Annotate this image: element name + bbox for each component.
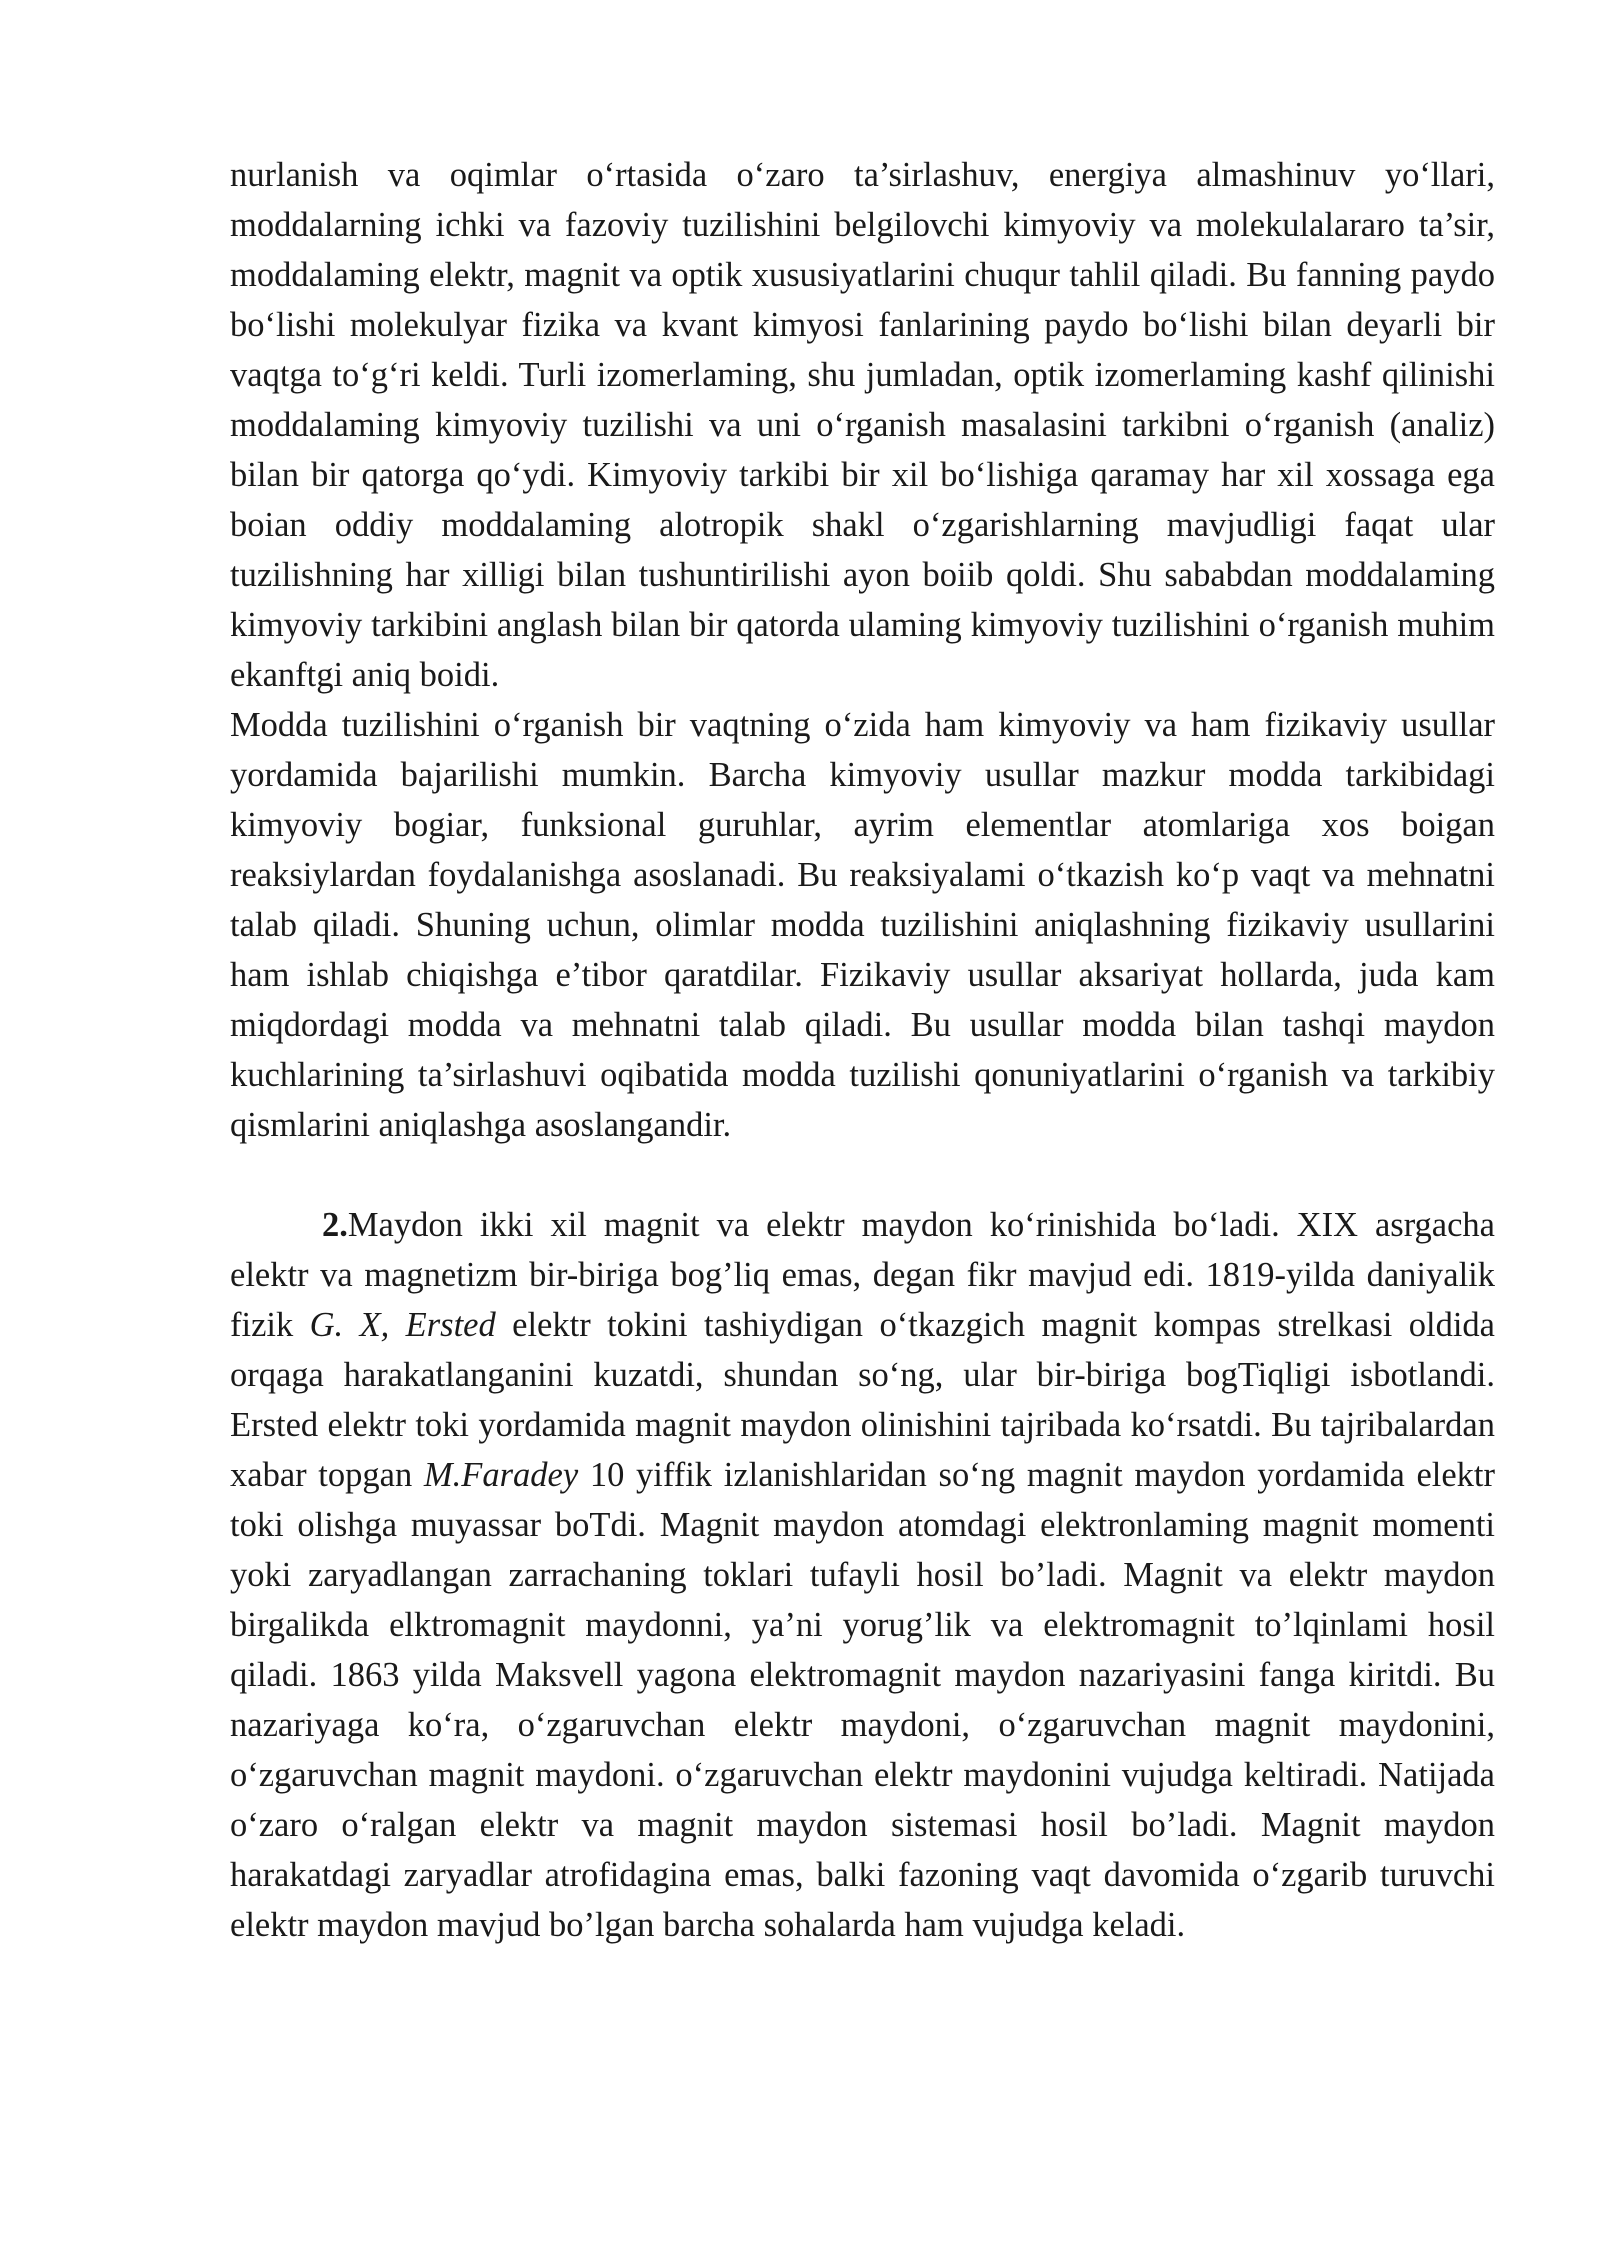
person-name-ersted: G. X, Ersted	[309, 1306, 496, 1344]
document-page	[230, 150, 1495, 1950]
person-name-faradey: M.Faradey	[423, 1456, 579, 1494]
paragraph-2: Modda tuzilishini o‘rganish bir vaqtning o‘zida ham kimyoviy va ham fizikaviy usullar yordamida bajarilishi mumkin. Barcha kimyoviy usullar mazkur modda tarkibidagi kimyoviy bogiar, funksional guruhlar, ayrim elementlar atomlariga xos boigan reaksiylardan foydalanishga asoslanadi. Bu reaksiyalami o‘tkazish ko‘p vaqt va mehnatni talab qiladi. Shuning uchun, olimlar modda tuzilishini aniqlashning fizikaviy usullarini ham ishlab chiqishga e’tibor qaratdilar. Fizikaviy usullar aksariyat hollarda, juda kam miqdordagi modda va mehnatni talab qiladi. Bu usullar modda bilan tashqi maydon kuchlarining ta’sirlashuvi oqibatida modda tuzilishi qonuniyatlarini o‘rganish va tarkibiy qismlarini aniqlashga asoslangandir.	[230, 706, 1495, 1144]
section-number: 2.	[322, 1206, 348, 1244]
section-2-paragraph	[230, 1200, 1495, 1950]
paragraph-1: nurlanish va oqimlar o‘rtasida o‘zaro ta’sirlashuv, energiya almashinuv yo‘llari, moddalarning ichki va fazoviy tuzilishini belgilovchi kimyoviy va molekulalararo ta’sir, moddalaming elektr, magnit va optik xususiyatlarini chuqur tahlil qiladi. Bu fanning paydo bo‘lishi molekulyar fizika va kvant kimyosi fanlarining paydo bo‘lishi bilan deyarli bir vaqtga to‘g‘ri keldi. Turli izomerlaming, shu jumladan, optik izomerlaming kashf qilinishi moddalaming kimyoviy tuzilishi va uni o‘rganish masalasini tarkibni o‘rganish (analiz) bilan bir qatorga qo‘ydi. Kimyoviy tarkibi bir xil bo‘lishiga qaramay har xil xossaga ega boian oddiy moddalaming alotropik shakl o‘zgarishlarning mavjudligi faqat ular tuzilishning har xilligi bilan tushuntirilishi ayon boiib qoldi. Shu sababdan moddalaming kimyoviy tarkibini anglash bilan bir qatorda ulaming kimyoviy tuzilishini o‘rganish muhim ekanftgi aniq boidi.	[230, 156, 1495, 694]
section-2-text-part-2: elektr tokini tashiydigan o‘tkazgich magnit kompas strelkasi oldida orqaga harakatlanganini kuzatdi, shundan so‘ng, ular bir-biriga bogTiqligi isbotlandi. Ersted elektr toki yordamida magnit maydon olinishini tajribada ko‘rsatdi. Bu tajribalardan xabar topgan	[230, 1306, 1495, 1494]
section-2-text-part-1: Maydon ikki xil magnit va elektr maydon ko‘rinishida bo‘ladi. XIX asrgacha elektr va magnetizm bir-biriga bog’liq emas, degan fikr mavjud edi. 1819-yilda daniyalik fizik	[230, 1206, 1495, 1344]
section-2-text-part-3: 10 yiffik izlanishlaridan so‘ng magnit maydon yordamida elektr toki olishga muyassar boTdi. Magnit maydon atomdagi elektronlaming magnit momenti yoki zaryadlangan zarrachaning toklari tufayli hosil bo’ladi. Magnit va elektr maydon birgalikda elktromagnit maydonni, ya’ni yorug’lik va elektromagnit to’lqinlami hosil qiladi. 1863 yilda Maksvell yagona elektromagnit maydon nazariyasini fanga kiritdi. Bu nazariyaga ko‘ra, o‘zgaruvchan elektr maydoni, o‘zgaruvchan magnit maydonini, o‘zgaruvchan magnit maydoni. o‘zgaruvchan elektr maydonini vujudga keltiradi. Natijada o‘zaro o‘ralgan elektr va magnit maydon sistemasi hosil bo’ladi. Magnit maydon harakatdagi zaryadlar atrofidagina emas, balki fazoning vaqt davomida o‘zgarib turuvchi elektr maydon mavjud bo’lgan barcha sohalarda ham vujudga keladi.	[230, 1456, 1495, 1944]
